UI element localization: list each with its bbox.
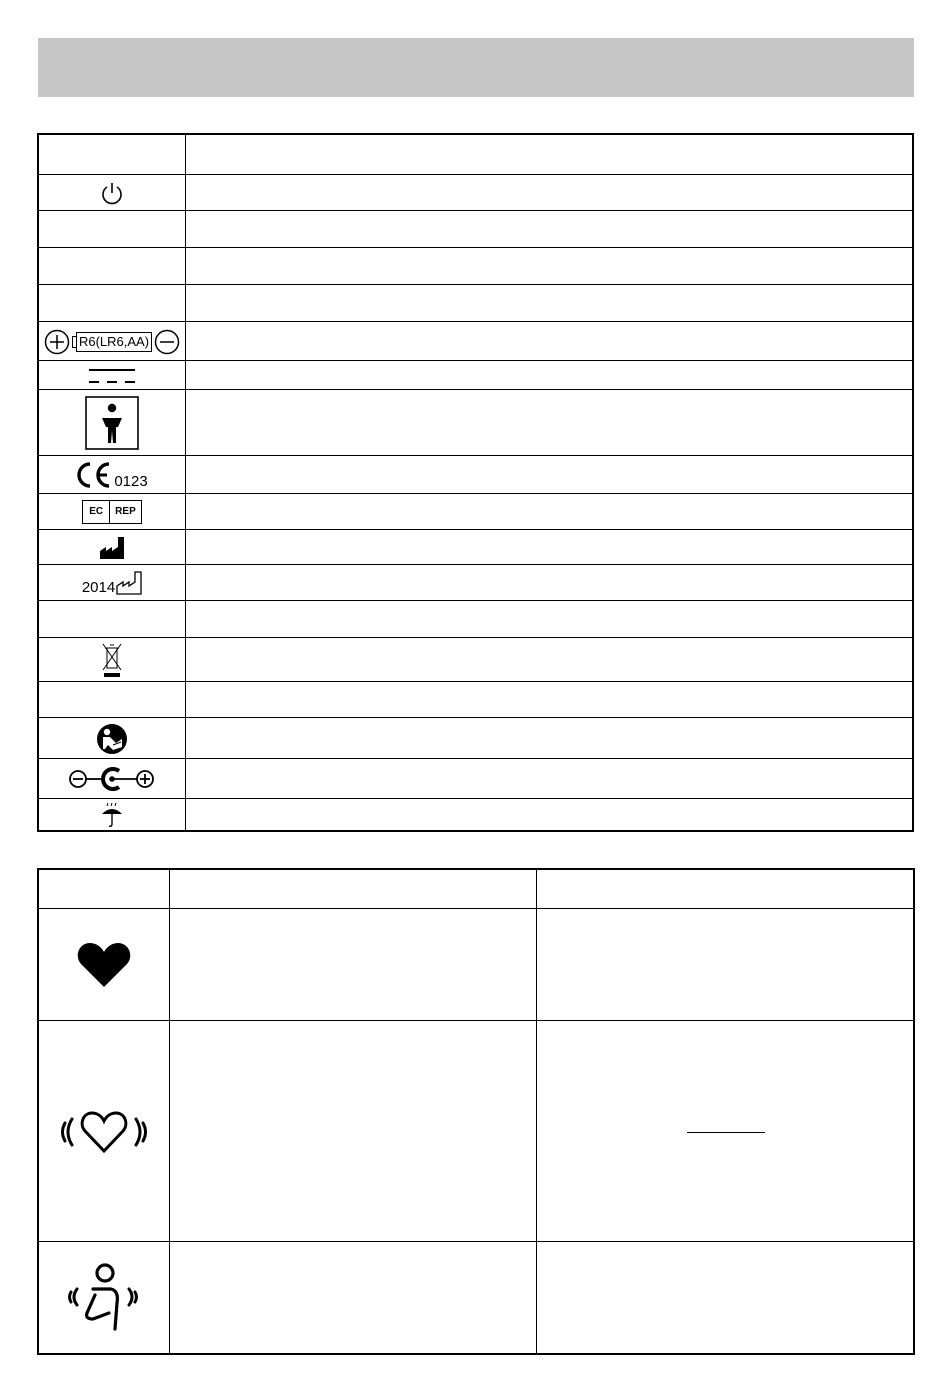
symbol-cell xyxy=(39,1021,169,1242)
symbol-cell xyxy=(39,530,185,565)
symbol-cell xyxy=(39,175,185,211)
table-row xyxy=(39,321,912,361)
symbol-cell xyxy=(39,718,185,759)
row-description xyxy=(195,361,904,390)
table-row xyxy=(39,1241,913,1354)
symbol-cell xyxy=(39,638,185,682)
header-symbol xyxy=(39,135,185,174)
symbol-cell xyxy=(39,211,185,248)
table-row xyxy=(39,389,912,456)
header-symbol xyxy=(39,870,169,908)
heart-icon xyxy=(77,942,131,988)
body-movement-icon xyxy=(65,1263,143,1333)
indicator-table xyxy=(37,868,915,1355)
type-bf-applied-part-icon xyxy=(85,396,139,450)
table-row xyxy=(39,681,912,718)
row-description xyxy=(195,601,904,638)
symbol-cell xyxy=(39,682,185,718)
section-title-bar xyxy=(38,38,914,97)
row-col3 xyxy=(546,919,905,1011)
symbol-cell xyxy=(39,285,185,322)
row-description xyxy=(195,494,904,530)
ec-label: EC xyxy=(83,501,110,523)
table-row xyxy=(39,564,912,601)
symbol-cell xyxy=(39,799,185,831)
irregular-heartbeat-icon xyxy=(58,1109,150,1155)
header-description xyxy=(195,135,904,174)
symbol-cell xyxy=(39,1242,169,1354)
row-description xyxy=(195,638,904,682)
ce-mark-icon xyxy=(76,461,147,489)
row-description xyxy=(195,530,904,565)
table-row xyxy=(39,1020,913,1242)
row-col2 xyxy=(179,1252,529,1344)
ec-rep-icon xyxy=(82,500,141,524)
row-description xyxy=(195,248,904,285)
table-row xyxy=(39,798,912,831)
row-description xyxy=(195,322,904,361)
symbol-cell xyxy=(39,322,185,361)
minus-circle-icon xyxy=(154,329,180,355)
symbol-cell xyxy=(39,909,169,1021)
table-row xyxy=(39,174,912,211)
table-row xyxy=(39,360,912,390)
keep-dry-icon xyxy=(99,802,125,828)
table-row xyxy=(39,455,912,494)
row-description xyxy=(195,211,904,248)
table-row xyxy=(39,210,912,248)
table-row xyxy=(39,600,912,638)
row-description xyxy=(195,565,904,601)
direct-current-icon xyxy=(88,365,136,387)
symbol-cell xyxy=(39,565,185,601)
ce-notified-body-number: 0123 xyxy=(114,473,148,490)
manufacture-year: 2014 xyxy=(81,579,116,596)
battery-icon xyxy=(44,329,180,355)
plus-circle-icon xyxy=(44,329,70,355)
table-row xyxy=(39,529,912,565)
battery-label: R6(LR6,AA) xyxy=(76,332,152,352)
symbol-cell xyxy=(39,248,185,285)
row-description xyxy=(195,285,904,322)
table-row xyxy=(39,247,912,285)
power-icon xyxy=(99,180,125,206)
symbol-cell xyxy=(39,759,185,799)
read-instructions-icon xyxy=(96,723,128,755)
row-col2 xyxy=(179,919,529,1011)
row-col3 xyxy=(546,1252,905,1344)
symbols-table xyxy=(37,133,914,832)
symbol-cell xyxy=(39,361,185,390)
rep-label: REP xyxy=(115,506,136,517)
table-row xyxy=(39,908,913,1021)
row-description xyxy=(195,759,904,799)
symbol-cell xyxy=(39,494,185,530)
underline-rule xyxy=(687,1132,765,1133)
row-description xyxy=(195,682,904,718)
symbol-cell xyxy=(39,601,185,638)
row-description xyxy=(195,175,904,211)
manufacturer-icon xyxy=(99,536,125,560)
table-row xyxy=(39,758,912,799)
header-col3 xyxy=(546,870,905,908)
symbol-cell xyxy=(39,456,185,494)
date-of-manufacture-icon xyxy=(82,571,142,595)
symbol-cell xyxy=(39,390,185,456)
row-description xyxy=(195,390,904,456)
table-row xyxy=(39,493,912,530)
table-header-row xyxy=(39,870,913,908)
row-col2 xyxy=(179,1031,529,1232)
row-description xyxy=(195,718,904,759)
dc-polarity-icon xyxy=(67,767,157,791)
row-description xyxy=(195,799,904,831)
row-description xyxy=(195,456,904,494)
table-header-row xyxy=(39,135,912,174)
table-row xyxy=(39,717,912,759)
header-col2 xyxy=(179,870,529,908)
table-row xyxy=(39,637,912,682)
table-row xyxy=(39,284,912,322)
weee-bin-icon xyxy=(101,642,123,678)
